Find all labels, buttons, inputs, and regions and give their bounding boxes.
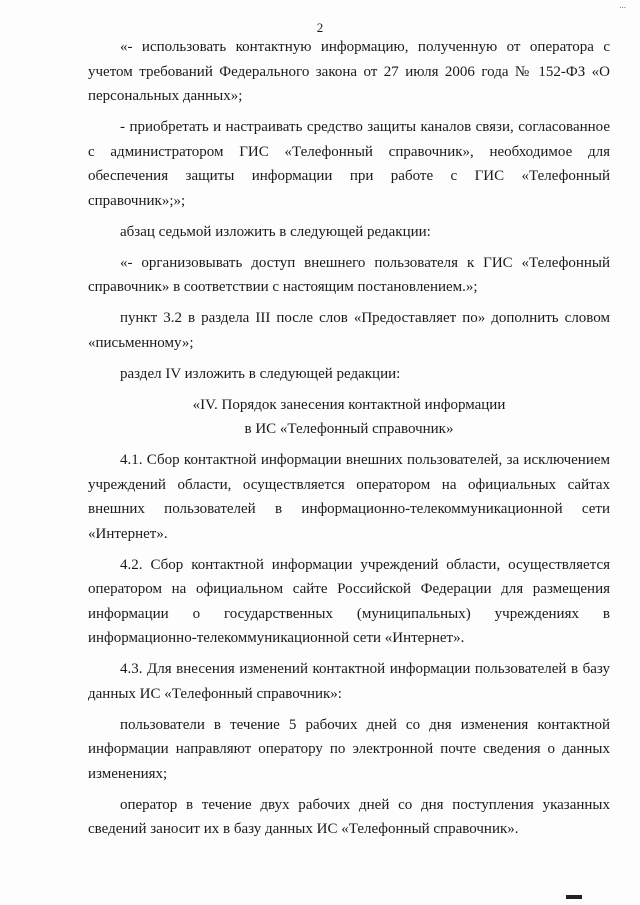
paragraph-item-3-2: пункт 3.2 в раздела III после слов «Предоставляет по» дополнить словом «письменному»; (88, 310, 610, 351)
page-number: 2 (316, 20, 324, 35)
paragraph-4-1: 4.1. Сбор контактной информации внешних пользователей, за исключением учреждений области, осуществляется оператором на официальных сайтах внешних пользователей в информационно-телекоммуникационной сети «Интернет». (88, 452, 610, 542)
paragraph-users-notify: пользователи в течение 5 рабочих дней со дня изменения контактной информации направляют оператору по электронной почте сведения о данных изменениях; (88, 716, 610, 782)
section-heading-line-2: в ИС «Телефонный справочник» (244, 421, 454, 437)
paragraph-4-2: 4.2. Сбор контактной информации учреждений области, осуществляется оператором на официальном сайте Российской Федерации для размещения информации о государственных (муниципальных) учреждениях в информационно-телекоммуникационной сети «Интернет». (88, 556, 610, 646)
paragraph-section-iv-intro: раздел IV изложить в следующей редакции: (120, 365, 401, 382)
paragraph-use-contact-info: «- использовать контактную информацию, полученную от оператора с учетом требований Федерального закона от 27 июля 2006 года № 152-ФЗ «О персональных данных»; (88, 39, 610, 104)
document-body (88, 35, 610, 848)
scan-edge-mark (566, 895, 582, 899)
paragraph-seventh-amendment: абзац седьмой изложить в следующей редакции: (120, 223, 431, 240)
corner-scan-mark: ... (619, 0, 626, 10)
paragraph-4-3: 4.3. Для внесения изменений контактной информации пользователей в базу данных ИС «Телефонный справочник»: (88, 661, 610, 702)
paragraph-acquire-protection: - приобретать и настраивать средство защиты каналов связи, согласованное с администратором ГИС «Телефонный справочник», необходимое для обеспечения защиты информации при работе с ГИС «Телефонный справочник»;»; (88, 119, 610, 209)
paragraph-operator-enter: оператор в течение двух рабочих дней со дня поступления указанных сведений заносит их в базу данных ИС «Телефонный справочник». (88, 796, 610, 837)
section-heading-line-1: «IV. Порядок занесения контактной информации (192, 396, 506, 413)
paragraph-organize-access: «- организовывать доступ внешнего пользователя к ГИС «Телефонный справочник» в соответствии с настоящим постановлением.»; (88, 254, 610, 295)
